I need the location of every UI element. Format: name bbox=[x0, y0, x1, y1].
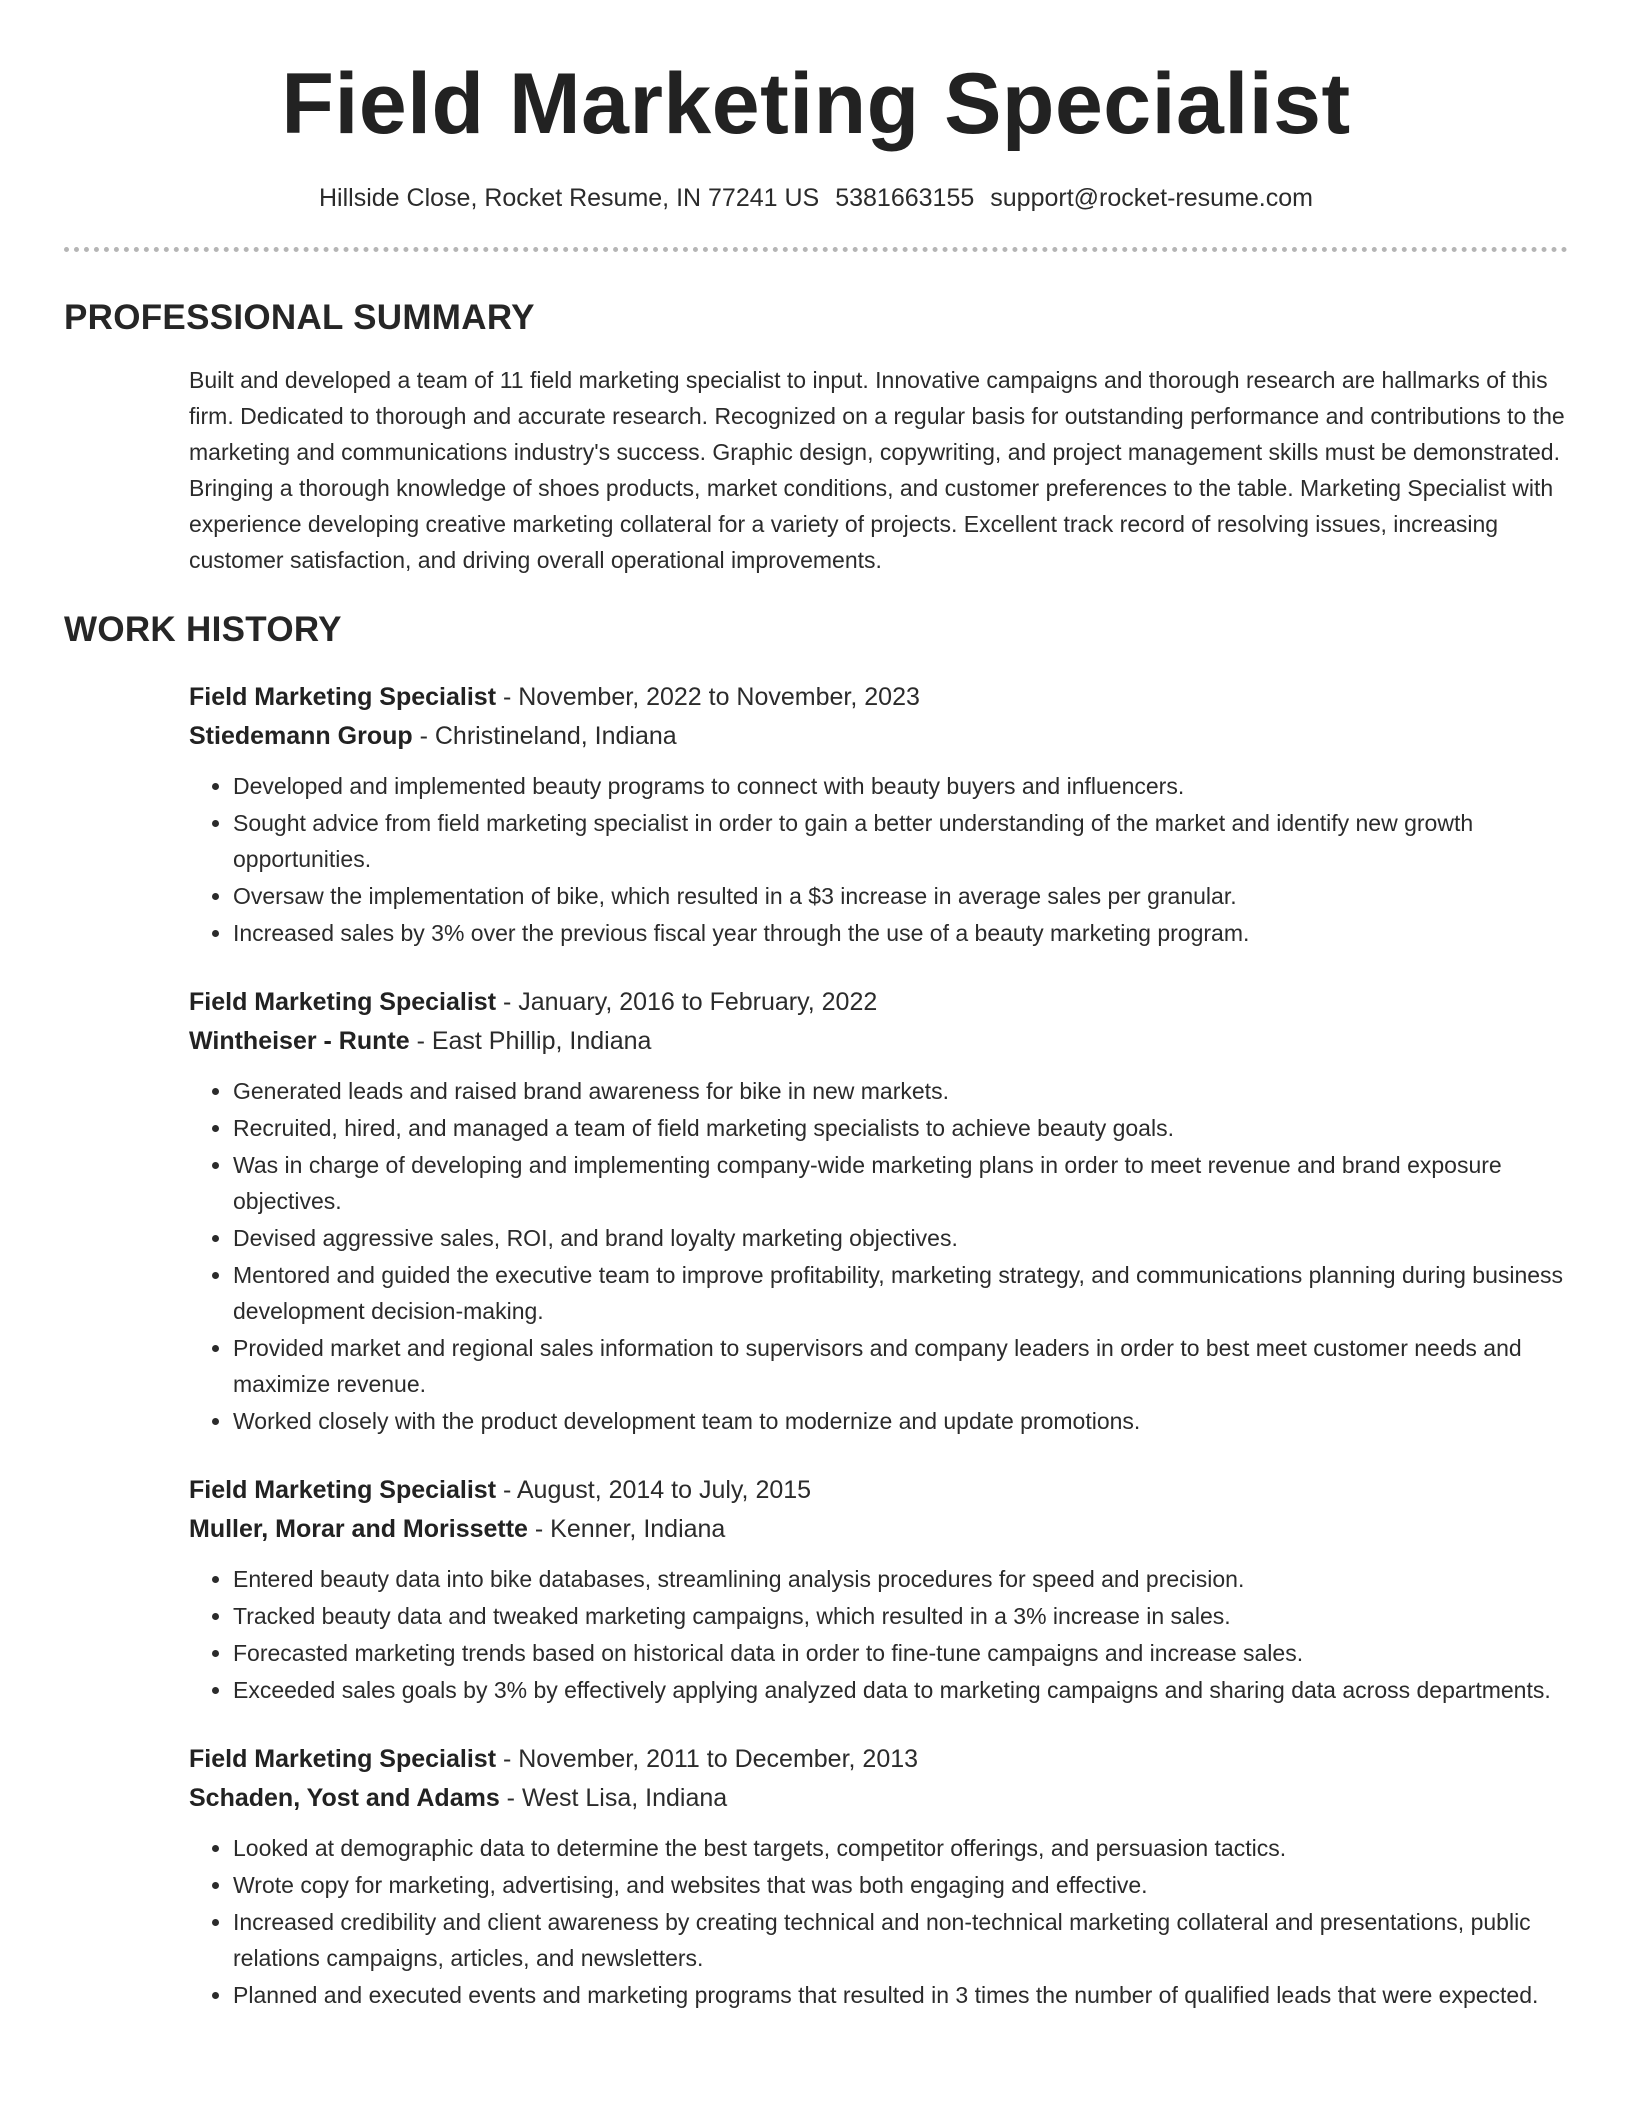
job-bullets bbox=[189, 1073, 1568, 1439]
job-role-line bbox=[189, 1471, 1568, 1510]
job-role: Field Marketing Specialist bbox=[189, 1745, 497, 1773]
job-bullets bbox=[189, 1561, 1568, 1708]
job-location: - Christineland, Indiana bbox=[412, 722, 677, 750]
job-company-line bbox=[189, 1510, 1568, 1549]
job-bullet: • Developed and implemented beauty programs to connect with beauty buyers and influencers. bbox=[233, 768, 1568, 804]
job-bullet: • Increased sales by 3% over the previous fiscal year through the use of a beauty marketing program. bbox=[233, 915, 1568, 951]
job-bullet: • Was in charge of developing and implementing company-wide marketing plans in order to meet revenue and brand exposure objectives. bbox=[233, 1147, 1568, 1219]
contact-email: support@rocket-resume.com bbox=[990, 184, 1313, 212]
job-bullet: • Oversaw the implementation of bike, which resulted in a $3 increase in average sales per granular. bbox=[233, 878, 1568, 914]
job-bullets bbox=[189, 768, 1568, 951]
job-entry bbox=[189, 1740, 1568, 2013]
job-bullet: • Exceeded sales goals by 3% by effectively applying analyzed data to marketing campaigns and sharing data across departments. bbox=[233, 1672, 1568, 1708]
job-bullet: • Recruited, hired, and managed a team of field marketing specialists to achieve beauty goals. bbox=[233, 1110, 1568, 1146]
job-bullets bbox=[189, 1830, 1568, 2013]
candidate-title: Field Marketing Specialist bbox=[281, 56, 1351, 152]
job-location: - West Lisa, Indiana bbox=[499, 1784, 728, 1812]
work-history-list bbox=[0, 678, 1632, 2013]
summary-text: Built and developed a team of 11 field marketing specialist to input. Innovative campaigns and thorough research are hallmarks of this firm. Dedicated to thorough and accurate research. Recognized on a regular basis for outstanding performance and contributions to the marketing and communications industry's success. Graphic design, copywriting, and project management skills must be demonstrated. Bringing a thorough knowledge of shoes products, market conditions, and customer preferences to the table. Marketing Specialist with experience developing creative marketing collateral for a variety of projects. Excellent track record of resolving issues, increasing customer satisfaction, and driving overall operational improvements. bbox=[189, 367, 1565, 573]
job-company: Muller, Morar and Morissette bbox=[189, 1515, 528, 1543]
job-bullet: • Provided market and regional sales information to supervisors and company leaders in order to best meet customer needs and maximize revenue. bbox=[233, 1330, 1568, 1402]
summary-heading: PROFESSIONAL SUMMARY bbox=[64, 298, 535, 337]
job-location: - East Phillip, Indiana bbox=[409, 1027, 652, 1055]
job-role-line bbox=[189, 983, 1568, 1022]
contact-address: Hillside Close, Rocket Resume, IN 77241 US bbox=[319, 184, 820, 212]
job-bullet: • Planned and executed events and marketing programs that resulted in 3 times the number of qualified leads that were expected. bbox=[233, 1977, 1568, 2013]
job-company: Stiedemann Group bbox=[189, 722, 413, 750]
job-role: Field Marketing Specialist bbox=[189, 988, 497, 1016]
job-entry bbox=[189, 1471, 1568, 1708]
job-bullet: • Wrote copy for marketing, advertising, and websites that was both engaging and effective. bbox=[233, 1867, 1568, 1903]
job-bullet: • Mentored and guided the executive team to improve profitability, marketing strategy, and communications planning during business development decision-making. bbox=[233, 1257, 1568, 1329]
work-history-heading: WORK HISTORY bbox=[64, 610, 342, 649]
job-bullet: • Looked at demographic data to determine the best targets, competitor offerings, and persuasion tactics. bbox=[233, 1830, 1568, 1866]
job-bullet: • Forecasted marketing trends based on historical data in order to fine-tune campaigns and increase sales. bbox=[233, 1635, 1568, 1671]
job-bullet: • Worked closely with the product development team to modernize and update promotions. bbox=[233, 1403, 1568, 1439]
job-location: - Kenner, Indiana bbox=[527, 1515, 726, 1543]
job-role: Field Marketing Specialist bbox=[189, 1476, 497, 1504]
job-dates: - November, 2022 to November, 2023 bbox=[496, 683, 920, 711]
job-company: Wintheiser - Runte bbox=[189, 1027, 410, 1055]
job-company-line bbox=[189, 1779, 1568, 1818]
job-bullet: • Tracked beauty data and tweaked marketing campaigns, which resulted in a 3% increase in sales. bbox=[233, 1598, 1568, 1634]
job-bullet: • Devised aggressive sales, ROI, and brand loyalty marketing objectives. bbox=[233, 1220, 1568, 1256]
header-divider bbox=[64, 247, 1568, 252]
resume-header bbox=[0, 0, 1632, 214]
job-dates: - November, 2011 to December, 2013 bbox=[496, 1745, 919, 1773]
job-dates: - January, 2016 to February, 2022 bbox=[496, 988, 878, 1016]
contact-phone: 5381663155 bbox=[835, 184, 975, 212]
job-role-line bbox=[189, 678, 1568, 717]
job-bullet: • Increased credibility and client awareness by creating technical and non-technical marketing collateral and presentations, public relations campaigns, articles, and newsletters. bbox=[233, 1904, 1568, 1976]
job-bullet: • Generated leads and raised brand awareness for bike in new markets. bbox=[233, 1073, 1568, 1109]
job-role: Field Marketing Specialist bbox=[189, 683, 497, 711]
job-bullet: • Sought advice from field marketing specialist in order to gain a better understanding of the market and identify new growth opportunities. bbox=[233, 805, 1568, 877]
job-company: Schaden, Yost and Adams bbox=[189, 1784, 500, 1812]
job-dates: - August, 2014 to July, 2015 bbox=[496, 1476, 812, 1504]
job-company-line bbox=[189, 1022, 1568, 1061]
job-company-line bbox=[189, 717, 1568, 756]
job-role-line bbox=[189, 1740, 1568, 1779]
job-entry bbox=[189, 678, 1568, 951]
job-entry bbox=[189, 983, 1568, 1439]
job-bullet: • Entered beauty data into bike databases, streamlining analysis procedures for speed and precision. bbox=[233, 1561, 1568, 1597]
contact-line bbox=[0, 182, 1632, 214]
